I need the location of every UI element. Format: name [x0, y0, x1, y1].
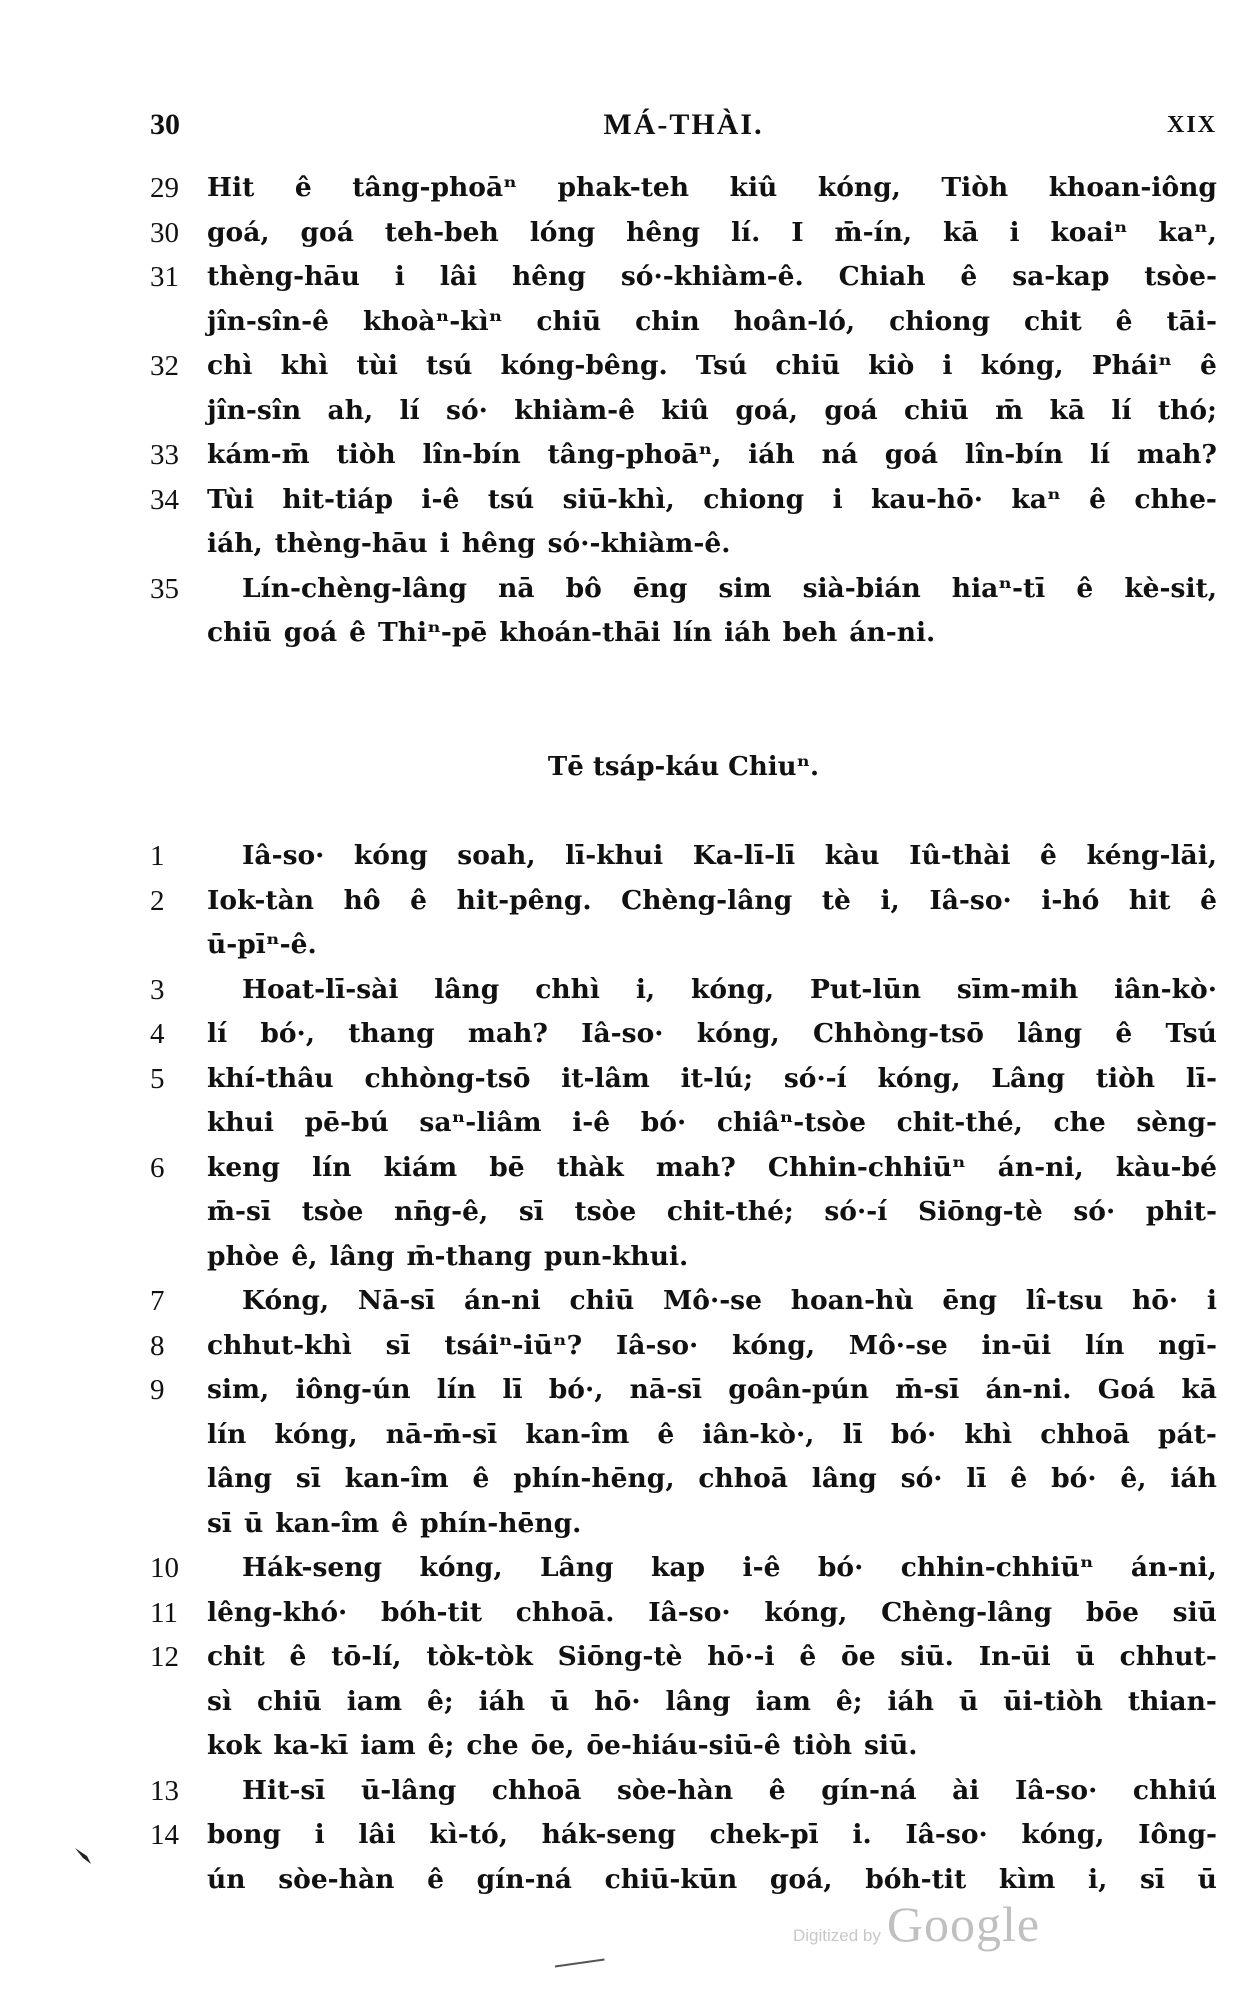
text-line [150, 834, 1217, 879]
text-line [150, 433, 1217, 478]
verse-block-chapter-18 [150, 166, 1217, 656]
text-line [150, 611, 1217, 656]
verse-text: sim, iông-ún lín lī bó·, nā-sī goân-pún m̄-sī án-ni. Goá kā [207, 1374, 1217, 1405]
text-line [150, 1724, 1217, 1769]
verse-text: Lín-chèng-lâng nā bô ēng sim sià-bián hiaⁿ-tī ê kè-sit, [242, 572, 1217, 604]
verse-text: thèng-hāu i lâi hêng só·-khiàm-ê. Chiah ê sa-kap tsòe- [207, 261, 1217, 292]
verse-text: phòe ê, lâng m̄-thang pun-khui. [207, 1240, 689, 1272]
verse-text: chì khì tùi tsú kóng-bêng. Tsú chiū kiò i kóng, Pháiⁿ ê [207, 350, 1217, 381]
verse-text: khui pē-bú saⁿ-liâm i-ê bó· chiâⁿ-tsòe chit-thé, che sèng- [207, 1107, 1217, 1138]
verse-number: 35 [150, 572, 179, 605]
verse-text: Hoat-lī-sài lâng chhì i, kóng, Put-lūn sīm-mih iân-kò· [242, 973, 1217, 1005]
verse-text: m̄-sī tsòe nn̄g-ê, sī tsòe chit-thé; só·-í Siōng-tè só· phit- [207, 1196, 1217, 1227]
chapter-number-roman: XIX [1166, 112, 1217, 138]
verse-text: lâng sī kan-îm ê phín-hēng, chhoā lâng só· lī ê bó· ê, iáh [207, 1463, 1217, 1494]
text-line [150, 255, 1217, 300]
verse-number: 32 [150, 350, 179, 382]
verse-text: jîn-sîn ah, lí só· khiàm-ê kiû goá, goá chiū m̄ kā lí thó; [207, 394, 1217, 426]
verse-number: 7 [150, 1285, 165, 1317]
margin-mark [75, 1848, 93, 1864]
verse-number: 33 [150, 439, 179, 471]
ink-scratch [555, 1959, 605, 1972]
text-line [150, 166, 1217, 211]
verse-number: 4 [150, 1018, 165, 1050]
text-line [150, 389, 1217, 434]
verse-text: ún sòe-hàn ê gín-ná chiū-kūn goá, bóh-tit kìm i, sī ū [207, 1863, 1217, 1895]
verse-number: 34 [150, 483, 179, 516]
text-line [150, 1858, 1217, 1903]
verse-text: Hit ê tâng-phoāⁿ phak-teh kiû kóng, Tiòh khoan-iông [207, 172, 1217, 203]
text-line [150, 1457, 1217, 1502]
verse-text: Tùi hit-tiáp i-ê tsú siū-khì, chiong i kau-hō· kaⁿ ê chhe- [207, 483, 1217, 515]
verse-text: iáh, thèng-hāu i hêng só·-khiàm-ê. [207, 528, 731, 559]
verse-text: lêng-khó· bóh-tit chhoā. Iâ-so· kóng, Chèng-lâng bōe siū [207, 1596, 1217, 1628]
verse-text: jîn-sîn-ê khoàⁿ-kìⁿ chiū chin hoân-ló, chiong chit ê tāi- [207, 305, 1217, 337]
verse-text: Hák-seng kóng, Lâng kap i-ê bó· chhin-chhiūⁿ án-ni, [242, 1552, 1217, 1583]
verse-text: lín kóng, nā-m̄-sī kan-îm ê iân-kò·, lī bó· khì chhoā pát- [207, 1418, 1217, 1450]
text-line [150, 344, 1217, 389]
text-line [150, 1546, 1217, 1591]
text-line [150, 1680, 1217, 1725]
text-line [150, 968, 1217, 1013]
verse-number: 31 [150, 261, 179, 293]
text-line [150, 478, 1217, 523]
text-line [150, 1635, 1217, 1680]
verse-number: 10 [150, 1552, 179, 1584]
verse-text: chit ê tō-lí, tòk-tòk Siōng-tè hō·-i ê ōe siū. In-ūi ū chhut- [207, 1641, 1217, 1672]
verse-number: 5 [150, 1062, 165, 1095]
text-line [150, 1235, 1217, 1280]
text-line [150, 1591, 1217, 1636]
text-line [150, 1769, 1217, 1814]
page-header [150, 108, 1217, 148]
verse-text: chhut-khì sī tsáiⁿ-iūⁿ? Iâ-so· kóng, Mô·-se in-ūi lín ngī- [207, 1329, 1217, 1361]
verse-text: sì chiū iam ê; iáh ū hō· lâng iam ê; iáh ū ūi-tiòh thian- [207, 1685, 1217, 1717]
verse-number: 6 [150, 1151, 165, 1184]
verse-text: lí bó·, thang mah? Iâ-so· kóng, Chhòng-tsō lâng ê Tsú [207, 1018, 1217, 1049]
text-line [150, 567, 1217, 612]
verse-block-chapter-19 [150, 834, 1217, 1902]
verse-number: 11 [150, 1596, 178, 1629]
verse-text: Iâ-so· kóng soah, lī-khui Ka-lī-lī kàu Iû-thài ê kéng-lāi, [242, 840, 1217, 871]
verse-text: khí-thâu chhòng-tsō it-lâm it-lú; só·-í kóng, Lâng tiòh lī- [207, 1062, 1217, 1094]
verse-text: bong i lâi kì-tó, hák-seng chek-pī i. Iâ-so· kóng, Iông- [207, 1819, 1217, 1850]
text-line [150, 1012, 1217, 1057]
text-line [150, 879, 1217, 924]
verse-text: keng lín kiám bē thàk mah? Chhin-chhiūⁿ án-ni, kàu-bé [207, 1151, 1217, 1183]
verse-number: 14 [150, 1819, 179, 1851]
verse-text: kok ka-kī iam ê; che ōe, ōe-hiáu-siū-ê tiòh siū. [207, 1730, 918, 1761]
verse-number: 30 [150, 216, 179, 249]
verse-text: chiū goá ê Thiⁿ-pē khoán-thāi lín iáh beh án-ni. [207, 617, 936, 648]
text-line [150, 1101, 1217, 1146]
text-line [150, 1324, 1217, 1369]
text-line [150, 1279, 1217, 1324]
verse-number: 2 [150, 884, 165, 917]
text-line [150, 923, 1217, 968]
verse-number: 12 [150, 1641, 179, 1673]
verse-number: 1 [150, 840, 165, 872]
text-line [150, 1146, 1217, 1191]
verse-text: goá, goá teh-beh lóng hêng lí. I m̄-ín, kā i koaiⁿ kaⁿ, [207, 216, 1217, 248]
verse-number: 9 [150, 1374, 165, 1406]
chapter-heading: Tē tsáp-káu Chiuⁿ. [547, 752, 820, 782]
verse-number: 3 [150, 973, 165, 1006]
verse-text: Iok-tàn hô ê hit-pêng. Chèng-lâng tè i, Iâ-so· i-hó hit ê [207, 884, 1217, 916]
text-line [150, 1190, 1217, 1235]
watermark-small-text: Digitized by [793, 1926, 881, 1945]
verse-number: 13 [150, 1774, 179, 1807]
verse-text: ū-pīⁿ-ê. [207, 929, 317, 960]
verse-text: Kóng, Nā-sī án-ni chiū Mô·-se hoan-hù ēng lî-tsu hō· i [242, 1285, 1217, 1316]
google-logo: Google [886, 1896, 1041, 1952]
verse-text: sī ū kan-îm ê phín-hēng. [207, 1507, 582, 1539]
text-line [150, 1057, 1217, 1102]
page-number: 30 [150, 108, 180, 141]
text-line [150, 1813, 1217, 1858]
google-watermark [793, 1895, 1040, 1953]
text-line [150, 211, 1217, 256]
running-title: MÁ-THÀI. [603, 108, 764, 141]
verse-number: 29 [150, 172, 179, 204]
verse-text: kám-m̄ tiòh lîn-bín tâng-phoāⁿ, iáh ná goá lîn-bín lí mah? [207, 439, 1217, 470]
text-line [150, 1368, 1217, 1413]
verse-text: Hit-sī ū-lâng chhoā sòe-hàn ê gín-ná ài Iâ-so· chhiú [242, 1774, 1217, 1806]
verse-number: 8 [150, 1329, 165, 1362]
text-line [150, 1413, 1217, 1458]
text-line [150, 522, 1217, 567]
text-line [150, 300, 1217, 345]
text-line [150, 1502, 1217, 1547]
